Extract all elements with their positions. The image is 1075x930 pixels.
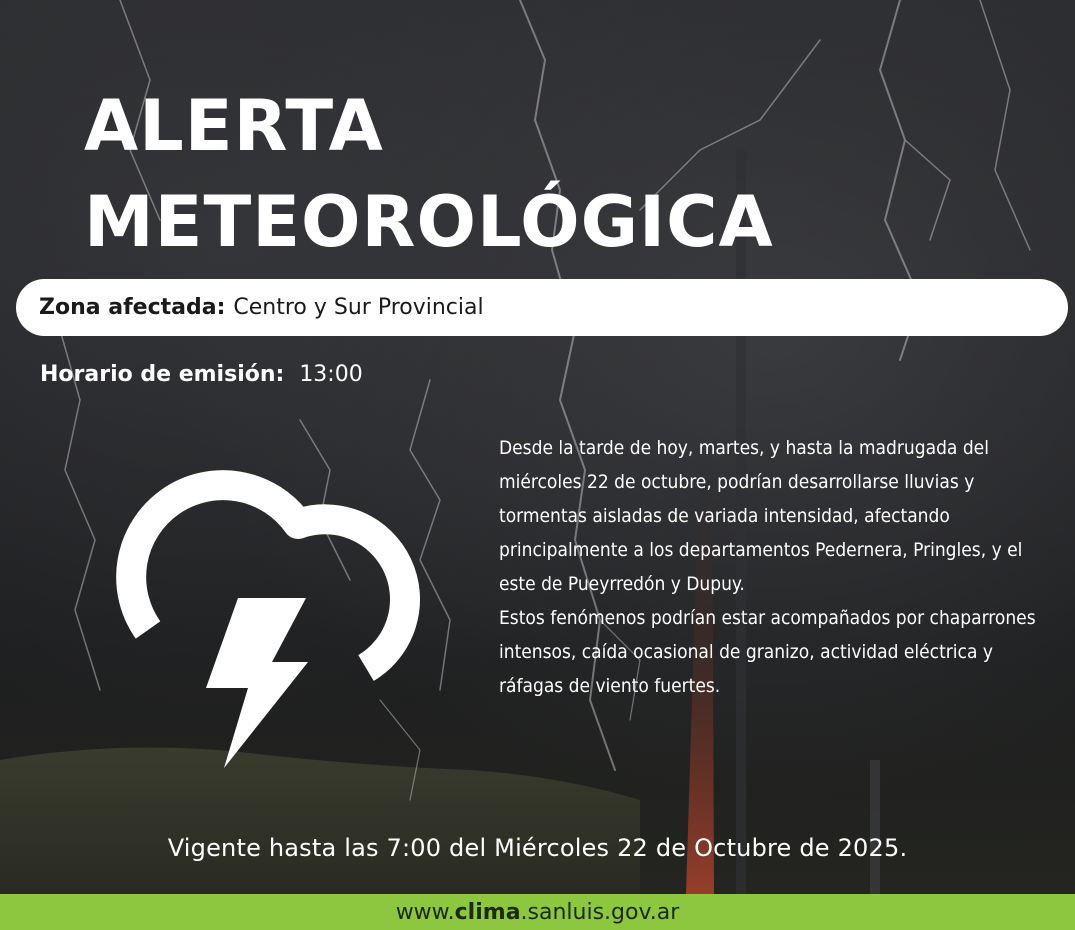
website-prefix: www. — [395, 899, 455, 925]
alert-description — [499, 431, 1039, 703]
alert-title-line2: METEOROLÓGICA — [84, 181, 774, 263]
emission-time-label: Horario de emisión: — [40, 362, 285, 387]
thunderstorm-cloud-icon — [96, 462, 426, 772]
affected-zone-value: Centro y Sur Provincial — [233, 295, 484, 320]
alert-description-paragraph-2: Estos fenómenos podrían estar acompañados por chaparrones intensos, caída ocasional de granizo, actividad eléctrica y ráfagas de viento fuertes. — [499, 607, 1036, 697]
website-suffix: .sanluis.gov.ar — [520, 899, 680, 925]
affected-zone-banner — [16, 279, 1068, 336]
alert-title-line1: ALERTA — [84, 85, 384, 167]
alert-description-paragraph-1: Desde la tarde de hoy, martes, y hasta la madrugada del miércoles 22 de octubre, podrían desarrollarse lluvias y tormentas aisladas de variada intensidad, afectando principalmente a los departamentos Pedernera, Pringles, y el este de Pueyrredón y Dupuy. — [499, 437, 1023, 595]
website-brand: clima — [454, 899, 521, 925]
footer-bar — [0, 894, 1075, 930]
emission-time — [40, 362, 363, 387]
validity-notice: Vigente hasta las 7:00 del Miércoles 22 de Octubre de 2025. — [167, 834, 908, 862]
emission-time-value: 13:00 — [299, 362, 363, 387]
affected-zone-label: Zona afectada: — [39, 295, 226, 320]
alert-title — [84, 78, 774, 270]
website-link[interactable] — [396, 900, 680, 925]
